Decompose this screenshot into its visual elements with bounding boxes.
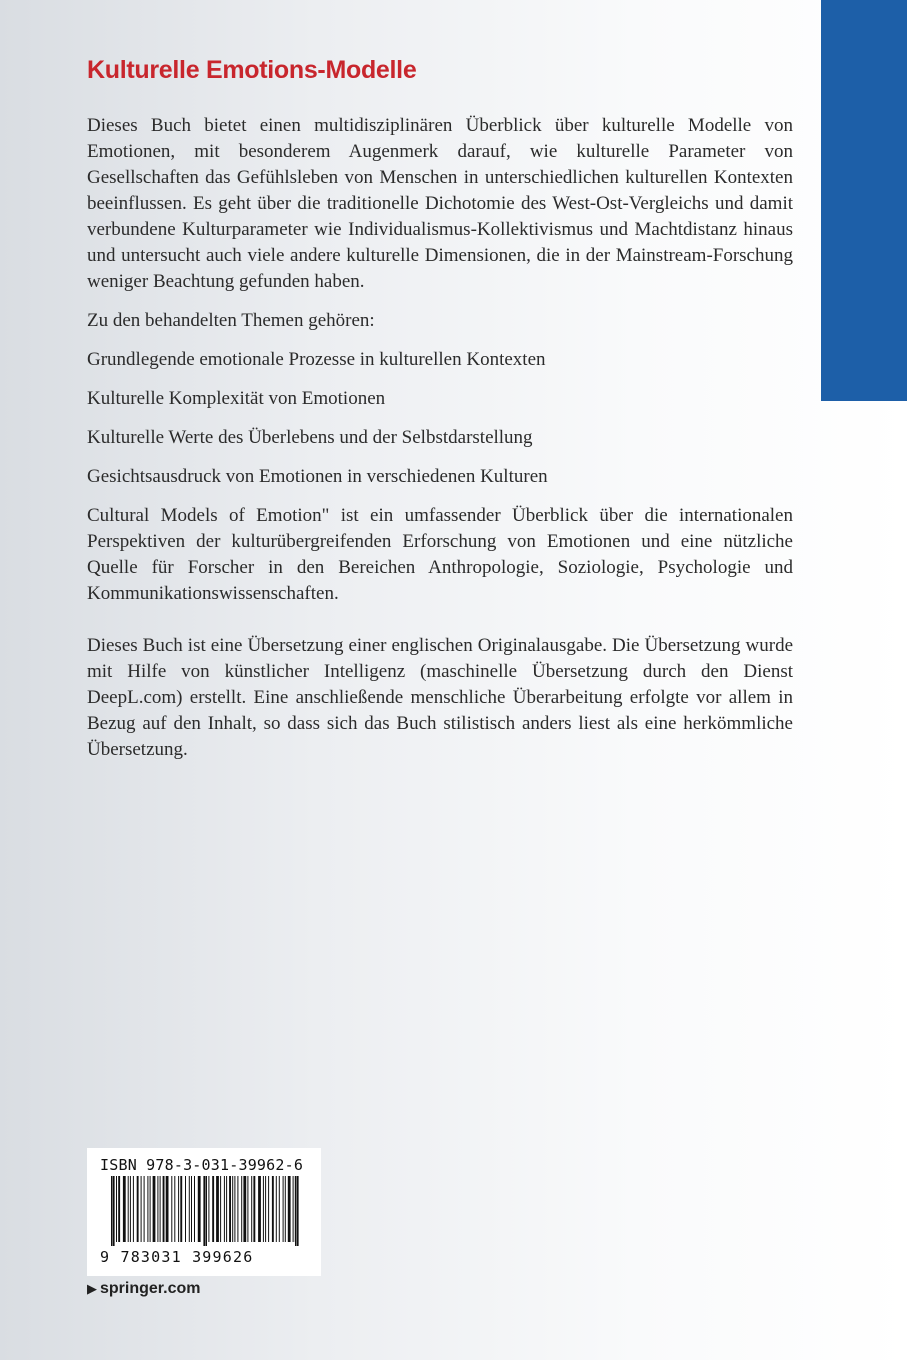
barcode-bar [147, 1176, 148, 1242]
publisher-url: springer.com [100, 1280, 201, 1297]
barcode-bar [116, 1176, 117, 1242]
barcode-bar [113, 1176, 115, 1246]
barcode-bar [153, 1176, 156, 1242]
publisher-link[interactable] [87, 1280, 200, 1298]
barcode-bar [241, 1176, 242, 1242]
barcode-bar [189, 1176, 190, 1242]
arrow-right-icon: ▶ [87, 1281, 97, 1296]
isbn-barcode-block [87, 1148, 321, 1276]
barcode-bar [205, 1176, 207, 1246]
barcode-bar [118, 1176, 120, 1242]
barcode-bar [229, 1176, 231, 1242]
barcode-bar [180, 1176, 182, 1242]
topic-item: Kulturelle Werte des Überlebens und der Selbstdarstellung [87, 427, 533, 448]
barcode-bar [166, 1176, 169, 1242]
barcode-bar [157, 1176, 158, 1242]
intro-paragraph: Dieses Buch bietet einen multidisziplinären Überblick über kulturelle Modelle von Emotionen, mit besonderem Augenmerk darauf, wie kulturelle Parameter von Gesellschaften das Gefühlsleben von Menschen in unterschiedlichen kulturellen Kontexten beeinflussen. Es geht über die traditionelle Dichotomie des West-Ost-Vergleichs und damit verbundene Kulturparameter wie Individualismus-Kollektivismus und Machtdistanz hinaus und untersucht auch viele andere kulturelle Dimensionen, die in der Mainstream-Forschung weniger Beachtung gefunden haben. [87, 115, 793, 292]
barcode-bar [232, 1176, 233, 1242]
barcode-bar [194, 1176, 195, 1242]
barcode-bar [263, 1176, 264, 1242]
barcode-bar [234, 1176, 235, 1242]
barcode-bar [141, 1176, 142, 1242]
barcode-bar [163, 1176, 165, 1242]
book-title: Kulturelle Emotions-Modelle [87, 56, 417, 84]
topics-heading: Zu den behandelten Themen gehören: [87, 310, 375, 331]
barcode-bar [128, 1176, 129, 1242]
barcode-bar [258, 1176, 261, 1242]
translation-note-paragraph: Dieses Buch ist eine Übersetzung einer englischen Originalausgabe. Die Übersetzung wurde mit Hilfe von künstlicher Intelligenz (maschinelle Übersetzung durch den Dienst DeepL.com) erstellt. Eine anschließende menschliche Überarbeitung erfolgte vor allem in Bezug auf den Inhalt, so dass sich das Buch stilistisch anders liest als eine herkömmliche Übersetzung. [87, 635, 793, 760]
barcode-bar [111, 1176, 113, 1246]
barcode-bar [123, 1176, 126, 1242]
barcode-bar [279, 1176, 280, 1242]
topic-item: Grundlegende emotionale Prozesse in kulturellen Kontexten [87, 349, 546, 370]
barcode-bar [130, 1176, 131, 1242]
barcode-bar [198, 1176, 201, 1242]
barcode-bar [243, 1176, 246, 1242]
barcode-bar [224, 1176, 225, 1242]
barcode-bar [150, 1176, 151, 1242]
barcode-bar [226, 1176, 227, 1242]
barcode-bar [285, 1176, 286, 1242]
barcode-bar [220, 1176, 221, 1242]
barcode-bar [276, 1176, 277, 1242]
barcode-bar [137, 1176, 139, 1242]
barcode-bar [265, 1176, 266, 1242]
barcode-bar [144, 1176, 145, 1242]
barcode-bar [237, 1176, 238, 1242]
barcode-bar [293, 1176, 294, 1242]
barcode-bar [178, 1176, 179, 1242]
barcode-bar [251, 1176, 252, 1242]
barcode-bar [216, 1176, 219, 1242]
barcode-bar [208, 1176, 209, 1242]
barcode-image [97, 1176, 311, 1246]
accent-bar [821, 0, 907, 401]
barcode-bar [191, 1176, 192, 1242]
summary-paragraph: Cultural Models of Emotion" ist ein umfassender Überblick über die internationalen Perspektiven der kulturübergreifenden Erforschung von Emotionen und eine nützliche Quelle für Forscher in den Bereichen Anthropologie, Soziologie, Psychologie und Kommunikationswissenschaften. [87, 505, 793, 604]
barcode-bar [185, 1176, 186, 1242]
barcode-bar [160, 1176, 161, 1242]
barcode-bar [272, 1176, 274, 1242]
topic-item: Kulturelle Komplexität von Emotionen [87, 388, 386, 409]
barcode-bar [247, 1176, 248, 1242]
barcode-bar [253, 1176, 255, 1242]
topic-item: Gesichtsausdruck von Emotionen in verschiedenen Kulturen [87, 466, 548, 487]
barcode-bar [212, 1176, 214, 1242]
barcode-bar [268, 1176, 269, 1242]
isbn-label: ISBN 978-3-031-39962-6 [100, 1156, 304, 1174]
barcode-digits: 9 783031 399626 [100, 1248, 254, 1266]
barcode-bar [203, 1176, 205, 1246]
barcode-bar [295, 1176, 297, 1246]
barcode-bar [133, 1176, 134, 1242]
back-cover-text [87, 113, 793, 776]
barcode-bar [171, 1176, 172, 1242]
barcode-bar [297, 1176, 299, 1246]
barcode-bar [174, 1176, 175, 1242]
barcode-bar [283, 1176, 284, 1242]
barcode-bar [288, 1176, 291, 1242]
